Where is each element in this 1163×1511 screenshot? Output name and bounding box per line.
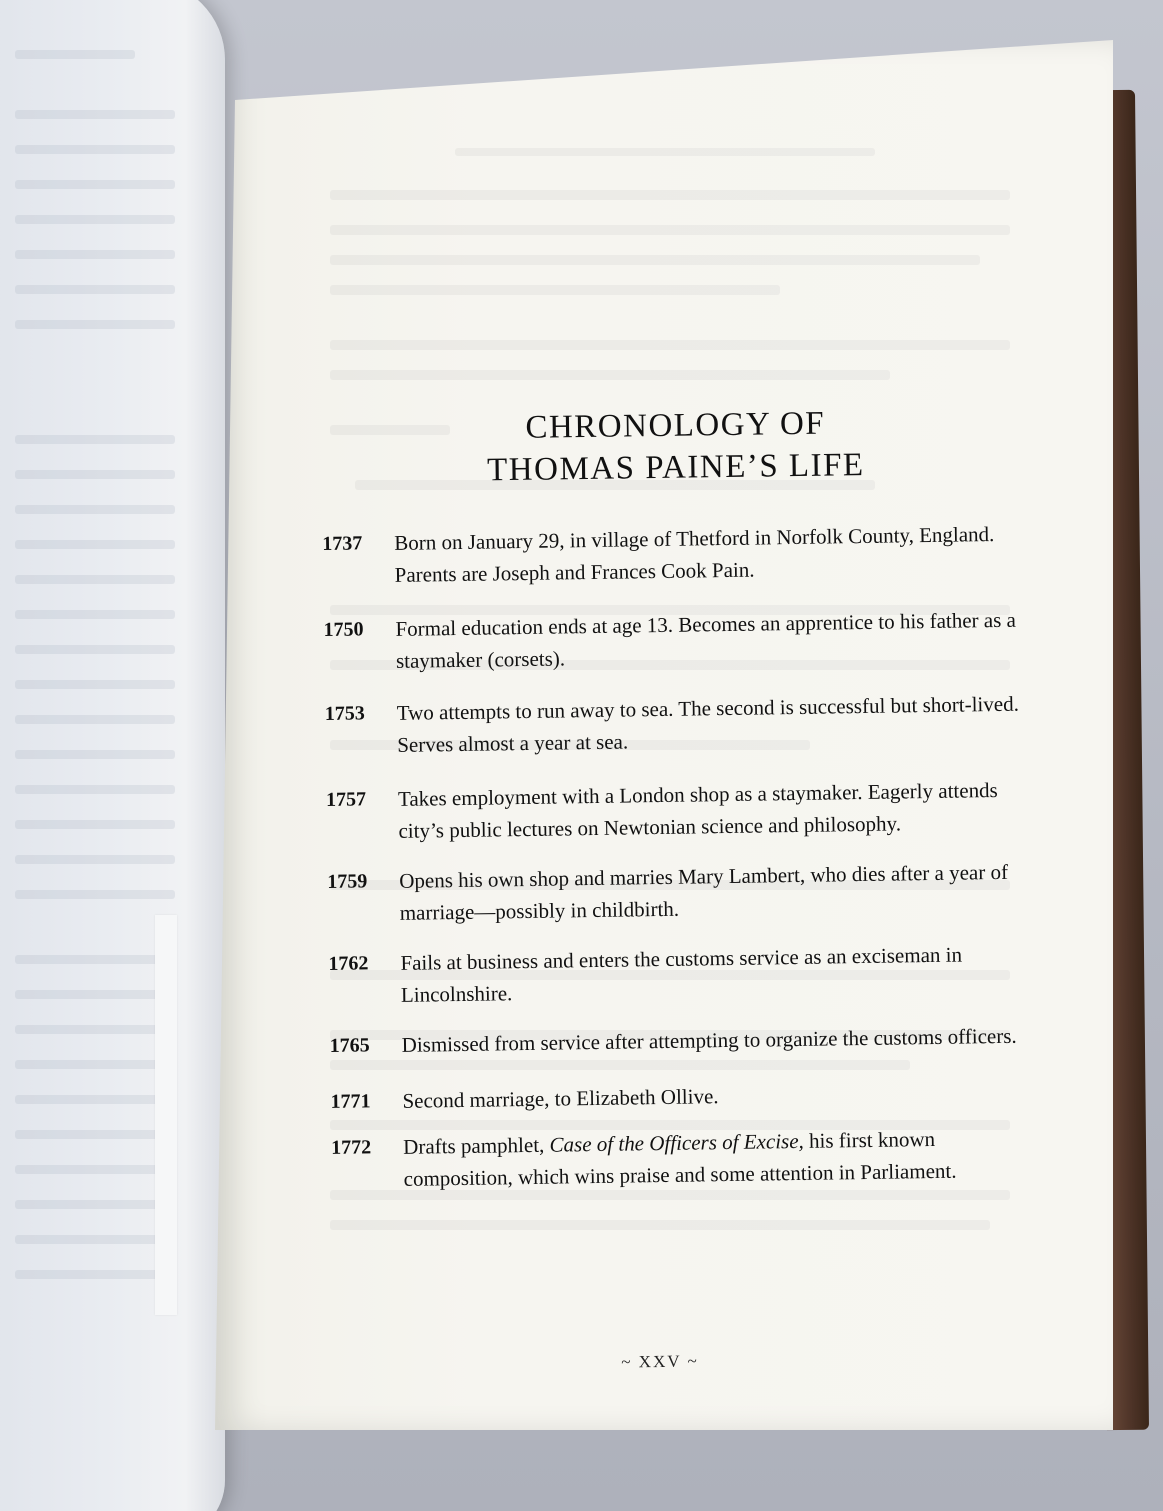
facing-page-text-shadow	[15, 1235, 175, 1244]
facing-page-text-shadow	[15, 1165, 175, 1174]
chronology-entry	[323, 604, 1024, 678]
facing-page-text-shadow	[15, 715, 175, 724]
facing-page-text-shadow	[15, 435, 175, 444]
facing-page-text-shadow	[15, 955, 175, 964]
chronology-entry	[326, 774, 1027, 848]
show-through-line	[330, 340, 1010, 350]
show-through-line	[330, 255, 980, 265]
entry-year: 1757	[325, 788, 367, 811]
chronology-entry	[325, 688, 1026, 762]
facing-page-text-shadow	[15, 990, 175, 999]
show-through-line	[330, 370, 890, 380]
entry-year: 1762	[328, 952, 369, 975]
show-through-line	[330, 425, 450, 435]
entry-text	[403, 1122, 1032, 1195]
facing-page-text-shadow	[15, 1270, 175, 1279]
facing-page-text-shadow	[15, 320, 175, 329]
facing-page-text-shadow	[15, 1200, 175, 1209]
entry-text: Takes employment with a London shop as a staymaker. Eagerly attends city’s public lectures on Newtonian science and philosophy.	[397, 778, 998, 843]
title-line-2: THOMAS PAINE’S LIFE	[486, 447, 865, 489]
entry-year: 1765	[329, 1034, 370, 1057]
page-number: ~ XXV ~	[621, 1351, 699, 1372]
facing-page	[0, 0, 225, 1511]
facing-page-text-shadow	[15, 250, 175, 259]
facing-page-text-shadow	[15, 1095, 175, 1104]
facing-page-text-shadow	[15, 575, 175, 584]
title-line-1: CHRONOLOGY OF	[525, 405, 826, 446]
chronology-list	[322, 518, 1032, 1196]
facing-page-text-shadow	[15, 1025, 175, 1034]
entry-text: Dismissed from service after attempting to organize the customs officers.	[401, 1023, 1017, 1057]
entry-text: Opens his own shop and marries Mary Lambert, who dies after a year of marriage—possibly in childbirth.	[399, 859, 1009, 925]
page-title	[440, 401, 911, 492]
entry-text: Formal education ends at age 13. Becomes an apprentice to his father as a staymaker (corsets).	[395, 607, 1017, 673]
facing-page-text-shadow	[15, 785, 175, 794]
pamphlet-title: Case of the Officers of Excise,	[549, 1128, 804, 1157]
facing-page-text-shadow	[15, 285, 175, 294]
chronology-entry	[327, 856, 1028, 930]
show-through-line	[330, 285, 780, 295]
show-through-line	[330, 225, 1010, 235]
entry-text-part: Drafts pamphlet,	[403, 1132, 550, 1159]
facing-page-text-shadow	[15, 645, 175, 654]
chronology-entry	[322, 518, 1023, 592]
facing-page-text-shadow	[15, 50, 135, 59]
facing-page-text-shadow	[15, 820, 175, 829]
chronology-entry	[330, 1076, 1030, 1118]
entry-text: Two attempts to run away to sea. The second is successful but short-lived. Serves almost a year at sea.	[396, 691, 1020, 757]
show-through-line	[330, 1220, 990, 1230]
entry-year: 1772	[331, 1136, 372, 1159]
facing-page-text-shadow	[15, 505, 175, 514]
tape-strip	[155, 915, 177, 1315]
facing-page-text-shadow	[15, 890, 175, 899]
facing-page-text-shadow	[15, 180, 175, 189]
entry-year: 1759	[327, 870, 368, 893]
entry-year: 1753	[324, 702, 365, 725]
facing-page-text-shadow	[15, 1130, 175, 1139]
facing-page-text-shadow	[15, 540, 175, 549]
facing-page-text-shadow	[15, 1060, 175, 1069]
facing-page-text-shadow	[15, 215, 175, 224]
chronology-entry	[329, 1020, 1029, 1062]
entry-text: Fails at business and enters the customs service as an exciseman in Lincolnshire.	[400, 942, 963, 1007]
entry-text: Second marriage, to Elizabeth Ollive.	[402, 1084, 719, 1113]
facing-page-text-shadow	[15, 855, 175, 864]
facing-page-text-shadow	[15, 110, 175, 119]
entry-year: 1771	[330, 1090, 371, 1113]
facing-page-text-shadow	[15, 680, 175, 689]
facing-page-text-shadow	[15, 470, 175, 479]
chronology-entry	[331, 1122, 1032, 1196]
entry-year: 1750	[323, 618, 364, 641]
chronology-entry	[328, 938, 1029, 1012]
show-through-line	[455, 148, 875, 156]
facing-page-text-shadow	[15, 750, 175, 759]
entry-text-part: his first known composition, which wins praise and some attention in Parliament.	[403, 1126, 957, 1191]
entry-year: 1737	[322, 532, 363, 555]
facing-page-text-shadow	[15, 610, 175, 619]
entry-text: Born on January 29, in village of Thetford in Norfolk County, England. Parents are Joseph and Frances Cook Pain.	[394, 522, 995, 587]
facing-page-text-shadow	[15, 145, 175, 154]
show-through-line	[330, 190, 1010, 200]
